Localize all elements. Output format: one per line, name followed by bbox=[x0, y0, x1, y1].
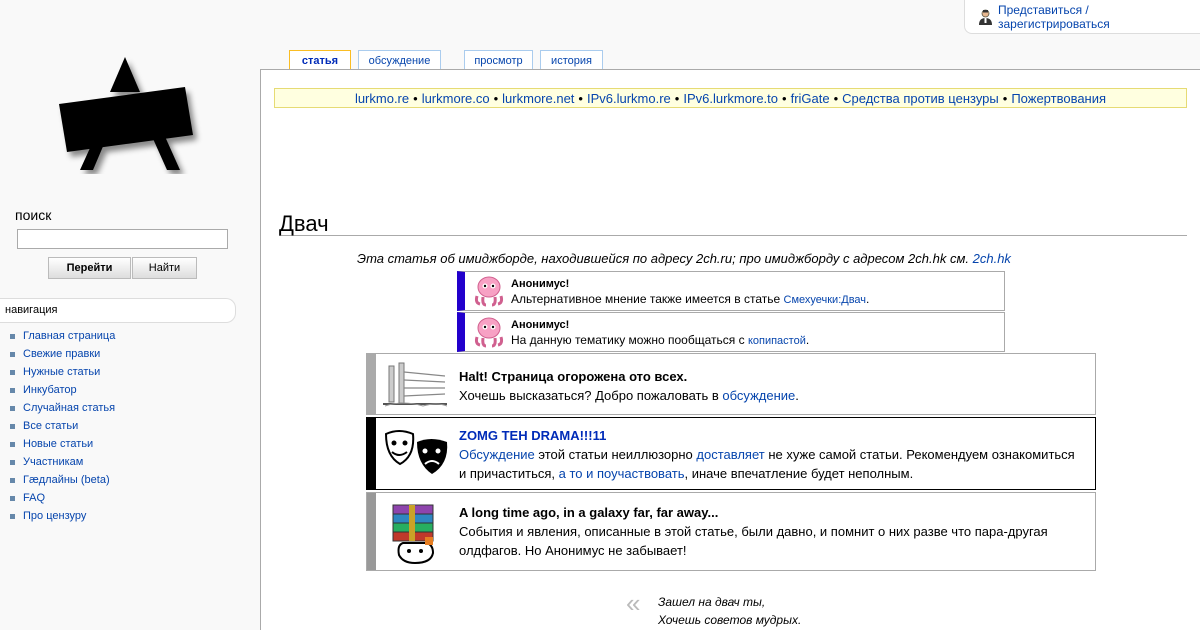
personal-bar bbox=[964, 0, 1200, 34]
nav-item-main[interactable]: Главная страница bbox=[10, 327, 115, 345]
copypasta-link[interactable]: копипастой bbox=[747, 335, 806, 347]
notice-title: Halt! Страница огорожена ото всех. bbox=[459, 369, 688, 384]
bullet-icon bbox=[10, 352, 15, 357]
tab-history[interactable]: история bbox=[540, 50, 603, 70]
search-label: поиск bbox=[15, 207, 52, 223]
notice-stripe bbox=[367, 418, 376, 489]
notice-protected bbox=[366, 353, 1096, 415]
bullet-icon bbox=[10, 514, 15, 519]
nav-item-all[interactable]: Все статьи bbox=[10, 417, 115, 435]
anon-message: На данную тематику можно пообщаться с копипастой. bbox=[511, 333, 810, 347]
winrar-oldfag-icon bbox=[389, 503, 441, 568]
donations-link[interactable]: Пожертвования bbox=[1011, 90, 1107, 106]
bullet-icon bbox=[10, 478, 15, 483]
notice-drama bbox=[366, 417, 1096, 490]
notice-body bbox=[459, 367, 1083, 405]
find-button[interactable]: Найти bbox=[132, 257, 197, 279]
notice-body bbox=[459, 426, 1083, 483]
bullet-icon bbox=[10, 424, 15, 429]
site-logo[interactable] bbox=[55, 52, 205, 174]
quote-line: Хочешь советов мудрых. bbox=[658, 613, 802, 627]
tab-article[interactable]: статья bbox=[289, 50, 351, 71]
mirror-link[interactable]: IPv6.lurkmo.re bbox=[586, 90, 671, 106]
nav-item-recent[interactable]: Свежие правки bbox=[10, 345, 115, 363]
nav-item-wanted[interactable]: Нужные статьи bbox=[10, 363, 115, 381]
anon-box bbox=[457, 271, 1005, 311]
quote-mark-icon: « bbox=[626, 588, 641, 618]
go-button[interactable]: Перейти bbox=[48, 257, 131, 279]
quote-line: Зашел на двач ты, bbox=[658, 595, 766, 609]
drama-title-link[interactable]: ZOMG TEH DRAMA!!!11 bbox=[459, 428, 607, 443]
nav-item-censorship[interactable]: Про цензуру bbox=[10, 507, 115, 525]
mirror-link[interactable]: IPv6.lurkmore.to bbox=[683, 90, 779, 106]
bullet-icon bbox=[10, 496, 15, 501]
notice-text: События и явления, описанные в этой статье, были давно, и помнит о них разве что пара-другая олдфагов. Но Анонимус не забывает! bbox=[459, 524, 1048, 558]
login-link[interactable]: Представиться / зарегистрироваться bbox=[998, 2, 1110, 31]
anon-title: Анонимус! bbox=[511, 319, 570, 331]
participate-link[interactable]: а то и поучаствовать bbox=[558, 466, 685, 481]
tab-view[interactable]: просмотр bbox=[464, 50, 533, 70]
nav-item-new[interactable]: Новые статьи bbox=[10, 435, 115, 453]
nav-item-faq[interactable]: FAQ bbox=[10, 489, 115, 507]
bullet-icon bbox=[10, 442, 15, 447]
bullet-icon bbox=[10, 388, 15, 393]
mirror-link[interactable]: lurkmo.re bbox=[354, 90, 410, 106]
dablink-link[interactable]: 2ch.hk bbox=[972, 251, 1011, 266]
discussion-link[interactable]: обсуждение bbox=[722, 388, 796, 403]
nav-list bbox=[10, 327, 115, 525]
tab-discussion[interactable]: обсуждение bbox=[358, 50, 441, 70]
notice-stripe bbox=[367, 354, 376, 414]
nav-header: навигация bbox=[0, 298, 236, 323]
fence-icon bbox=[383, 360, 447, 411]
drama-masks-icon bbox=[383, 428, 449, 481]
octopus-icon bbox=[472, 316, 506, 348]
nav-item-random[interactable]: Случайная статья bbox=[10, 399, 115, 417]
anon-message: Альтернативное мнение также имеется в статье Смехуечки:Двач. bbox=[511, 292, 870, 306]
notice-text: Хочешь высказаться? Добро пожаловать в обсуждение. bbox=[459, 388, 799, 403]
nav-item-headlines[interactable]: Гæдлайны (beta) bbox=[10, 471, 115, 489]
notice-text: Обсуждение этой статьи неиллюзорно доставляет не хуже самой статьи. Рекомендуем ознакомиться и причаститься, а то и поучаствовать, иначе впечатление будет неполным. bbox=[459, 447, 1075, 481]
delivers-link[interactable]: доставляет bbox=[696, 447, 765, 462]
anon-title: Анонимус! bbox=[511, 278, 570, 290]
nav-item-incubator[interactable]: Инкубатор bbox=[10, 381, 115, 399]
page-title: Двач bbox=[279, 211, 1187, 236]
notice-oldfag bbox=[366, 492, 1096, 571]
notice-stripe bbox=[367, 493, 376, 570]
user-icon bbox=[978, 9, 993, 25]
nav-item-members[interactable]: Участникам bbox=[10, 453, 115, 471]
notice-body bbox=[459, 503, 1083, 560]
notice-title: A long time ago, in a galaxy far, far away... bbox=[459, 505, 719, 520]
frigate-link[interactable]: friGate bbox=[790, 90, 830, 106]
mirror-link[interactable]: lurkmore.net bbox=[502, 90, 575, 106]
bullet-icon bbox=[10, 370, 15, 375]
bullet-icon bbox=[10, 406, 15, 411]
smehuechki-link[interactable]: Смехуечки:Двач bbox=[783, 294, 867, 306]
discussion-link[interactable]: Обсуждение bbox=[459, 447, 535, 462]
disambiguation-note: Эта статья об имиджборде, находившейся по адресу 2ch.ru; про имиджборду с адресом 2ch.hk см. 2ch.hk bbox=[357, 251, 1011, 266]
mirror-link[interactable]: lurkmore.co bbox=[421, 90, 490, 106]
anon-box bbox=[457, 312, 1005, 352]
mirrors-bar: lurkmo.re • lurkmore.co • lurkmore.net • IPv6.lurkmo.re • IPv6.lurkmore.to • friGate • Средства против цензуры • Пожертвования bbox=[274, 88, 1187, 108]
anticensorship-link[interactable]: Средства против цензуры bbox=[842, 90, 999, 106]
bullet-icon bbox=[10, 334, 15, 339]
octopus-icon bbox=[472, 275, 506, 307]
bullet-icon bbox=[10, 460, 15, 465]
search-input[interactable] bbox=[17, 229, 228, 249]
